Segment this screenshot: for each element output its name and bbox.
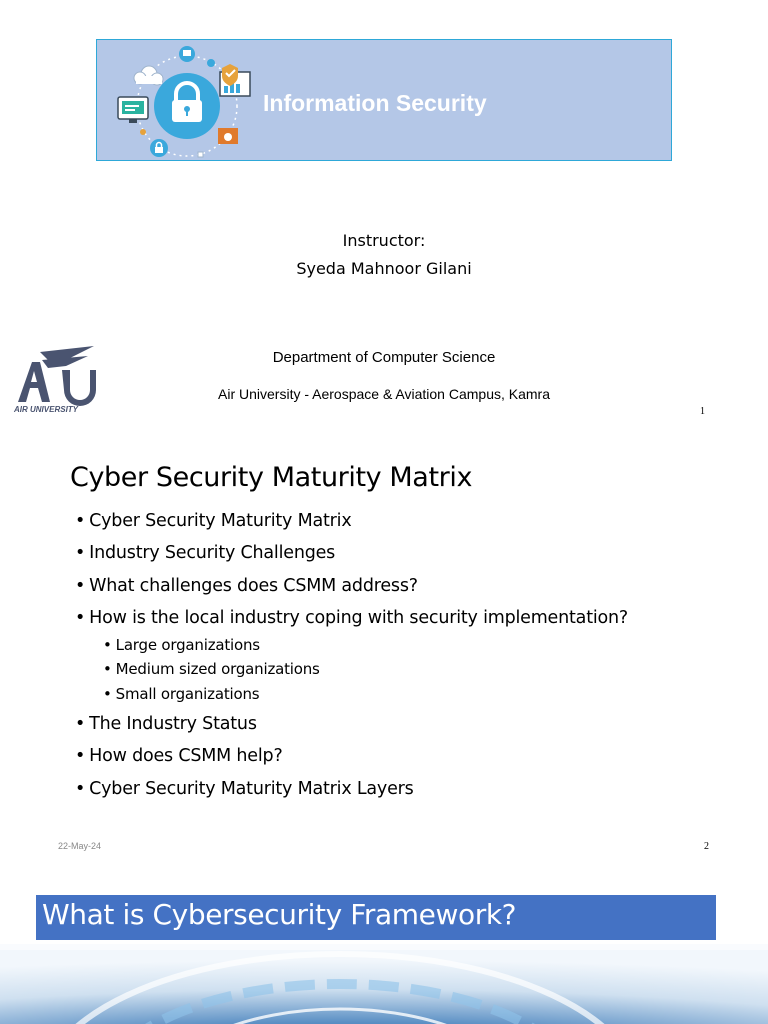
bullet-item: • How is the local industry coping with security implementation?: [75, 608, 629, 628]
tech-background-image: [0, 944, 768, 1024]
logo-text: AIR UNIVERSITY: [14, 405, 79, 414]
sub-bullet-item: • Medium sized organizations: [103, 660, 320, 678]
security-illustration: [112, 42, 262, 162]
slide-3-title: What is Cybersecurity Framework?: [42, 898, 517, 931]
bullet-item: • How does CSMM help?: [75, 746, 283, 766]
bullet-item: • Cyber Security Maturity Matrix Layers: [75, 779, 414, 799]
lock-icon: [154, 73, 220, 139]
banner-title: Information Security: [263, 90, 487, 116]
slide-2-title: Cyber Security Maturity Matrix: [70, 462, 473, 493]
slide-1-page-number: 1: [700, 406, 705, 417]
instructor-label: Instructor:: [342, 231, 426, 250]
department-name: Department of Computer Science: [272, 349, 496, 366]
bullet-item: • Cyber Security Maturity Matrix: [75, 511, 352, 531]
bullet-item: • What challenges does CSMM address?: [75, 576, 418, 596]
slide-2-page-number: 2: [704, 841, 709, 852]
sub-bullet-item: • Small organizations: [103, 685, 260, 703]
cloud-box-icon: [218, 128, 238, 144]
dot-decoration: [140, 129, 146, 135]
sub-bullet-item: • Large organizations: [103, 636, 260, 654]
bullet-item: • The Industry Status: [75, 714, 257, 734]
small-lock-icon: [150, 139, 168, 157]
slide-date: 22-May-24: [58, 841, 102, 851]
bullet-item: • Industry Security Challenges: [75, 543, 336, 563]
square-decoration: [198, 152, 203, 157]
network-node-icon: [179, 46, 215, 67]
cloud-icon: [134, 66, 163, 85]
campus-name: Air University - Aerospace & Aviation Campus, Kamra: [218, 386, 550, 402]
monitor-icon: [118, 97, 148, 123]
instructor-name: Syeda Mahnoor Gilani: [296, 259, 472, 278]
chart-icon: [220, 64, 250, 96]
